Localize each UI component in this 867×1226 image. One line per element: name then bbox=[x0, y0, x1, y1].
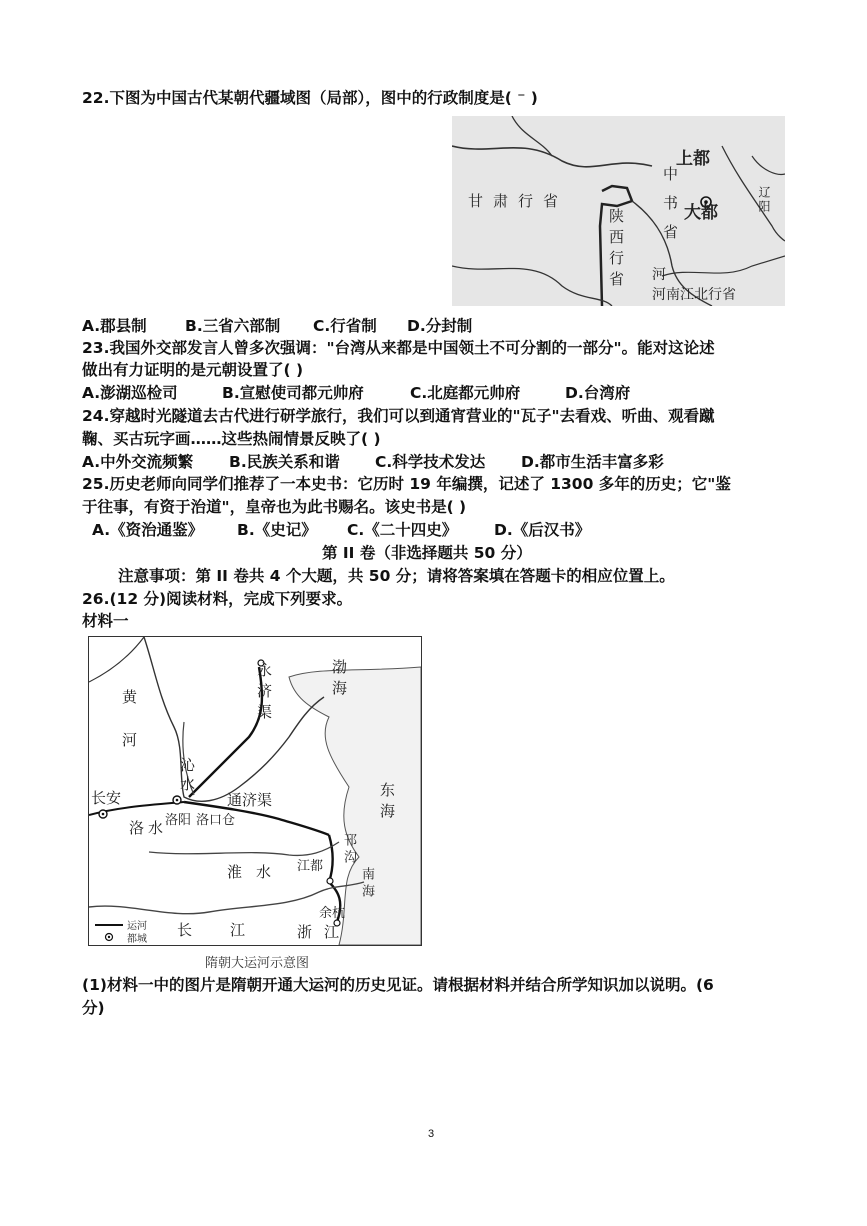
q25-line2: 于往事，有资于治道"，皇帝也为此书赐名。该史书是( ) bbox=[82, 498, 467, 516]
q22-option-c: C.行省制 bbox=[313, 317, 377, 335]
q22-stem: 22.下图为中国古代某朝代疆域图（局部），图中的行政制度是( ⁻ ) bbox=[82, 89, 538, 107]
q26-sub1-line2: 分) bbox=[82, 999, 105, 1017]
q23-option-b: B.宣慰使司都元帅府 bbox=[222, 384, 364, 402]
label-tongjiqu: 通济渠 bbox=[227, 791, 273, 809]
page-number: 3 bbox=[428, 1128, 435, 1140]
label-bohai: 渤海 bbox=[330, 659, 348, 701]
map-label-gansu: 甘肃行省 bbox=[468, 192, 569, 210]
label-donghai: 东海 bbox=[378, 782, 396, 824]
q22-option-a: A.郡县制 bbox=[82, 317, 147, 335]
q26-stem: 26.(12 分)阅读材料，完成下列要求。 bbox=[82, 590, 353, 608]
q24-line1: 24.穿越时光隧道去古代进行研学旅行，我们可以到通宵营业的"瓦子"去看戏、听曲、观看蹴 bbox=[82, 407, 715, 425]
q25-option-d: D.《后汉书》 bbox=[494, 521, 591, 539]
q24-option-a: A.中外交流频繁 bbox=[82, 453, 194, 471]
label-luoshui: 洛水 bbox=[129, 819, 168, 837]
q26-material1: 材料一 bbox=[82, 612, 129, 630]
q23-line2: 做出有力证明的是元朝设置了( ) bbox=[82, 361, 304, 379]
label-yuhang: 余杭 bbox=[319, 906, 346, 921]
map-label-henan: 河南江北行省 bbox=[652, 287, 736, 303]
q25-line1: 25.历史老师向同学们推荐了一本史书：它历时 19 年编撰，记述了 1300 多年的历史；它"鉴 bbox=[82, 475, 731, 493]
q22-option-b: B.三省六部制 bbox=[185, 317, 281, 335]
legend-canal: 运河 bbox=[127, 921, 147, 932]
yuan-territory-map bbox=[452, 116, 785, 306]
map-caption: 隋朝大运河示意图 bbox=[205, 956, 310, 971]
q22-option-d: D.分封制 bbox=[407, 317, 473, 335]
q23-option-a: A.澎湖巡检司 bbox=[82, 384, 178, 402]
q23-line1: 23.我国外交部发言人曾多次强调："台湾从来都是中国领土不可分割的一部分"。能对这论述 bbox=[82, 339, 715, 357]
q23-option-d: D.台湾府 bbox=[565, 384, 631, 402]
label-luokoucang: 洛口仓 bbox=[196, 813, 236, 828]
section2-note: 注意事项：第 II 卷共 4 个大题，共 50 分；请将答案填在答题卡的相应位置上。 bbox=[118, 567, 675, 585]
sui-grand-canal-map bbox=[88, 636, 422, 946]
label-nanhai: 南海 bbox=[359, 867, 374, 901]
q24-option-c: C.科学技术发达 bbox=[375, 453, 486, 471]
map-label-liaoyang: 辽阳 bbox=[757, 186, 771, 214]
q24-line2: 鞠、买古玩字画……这些热闹情景反映了( ) bbox=[82, 430, 381, 448]
q24-option-b: B.民族关系和谐 bbox=[229, 453, 340, 471]
label-hangou: 邗沟 bbox=[341, 833, 356, 867]
map-label-shangdu: 上都 bbox=[676, 149, 710, 169]
label-changan: 长安 bbox=[91, 789, 122, 807]
q25-option-c: C.《二十四史》 bbox=[347, 521, 458, 539]
label-qinshui: 沁水 bbox=[178, 757, 196, 795]
label-jiangdu: 江都 bbox=[297, 859, 324, 874]
map-label-dadu: 大都 bbox=[684, 203, 718, 223]
label-zhejiang: 浙江 bbox=[297, 923, 352, 941]
q25-option-a: A.《资治通鉴》 bbox=[92, 521, 204, 539]
map-label-zhongshu: 中书省 bbox=[661, 166, 679, 253]
q25-option-b: B.《史记》 bbox=[237, 521, 317, 539]
q23-option-c: C.北庭都元帅府 bbox=[410, 384, 521, 402]
label-huaishui: 淮水 bbox=[227, 863, 286, 881]
legend-capital: 都城 bbox=[127, 934, 147, 945]
map-label-he: 河 bbox=[652, 267, 666, 283]
label-huanghe: 黄河 bbox=[120, 689, 138, 775]
label-yongjiqu: 永济渠 bbox=[255, 662, 273, 725]
map-label-shaanxi: 陕西行省 bbox=[607, 208, 625, 292]
q26-sub1-line1: (1)材料一中的图片是隋朝开通大运河的历史见证。请根据材料并结合所学知识加以说明。(6 bbox=[82, 976, 714, 994]
label-luoyang: 洛阳 bbox=[165, 813, 192, 828]
q24-option-d: D.都市生活丰富多彩 bbox=[521, 453, 664, 471]
label-changjiang: 长江 bbox=[177, 921, 284, 939]
section2-title: 第 II 卷（非选择题共 50 分） bbox=[322, 544, 532, 562]
